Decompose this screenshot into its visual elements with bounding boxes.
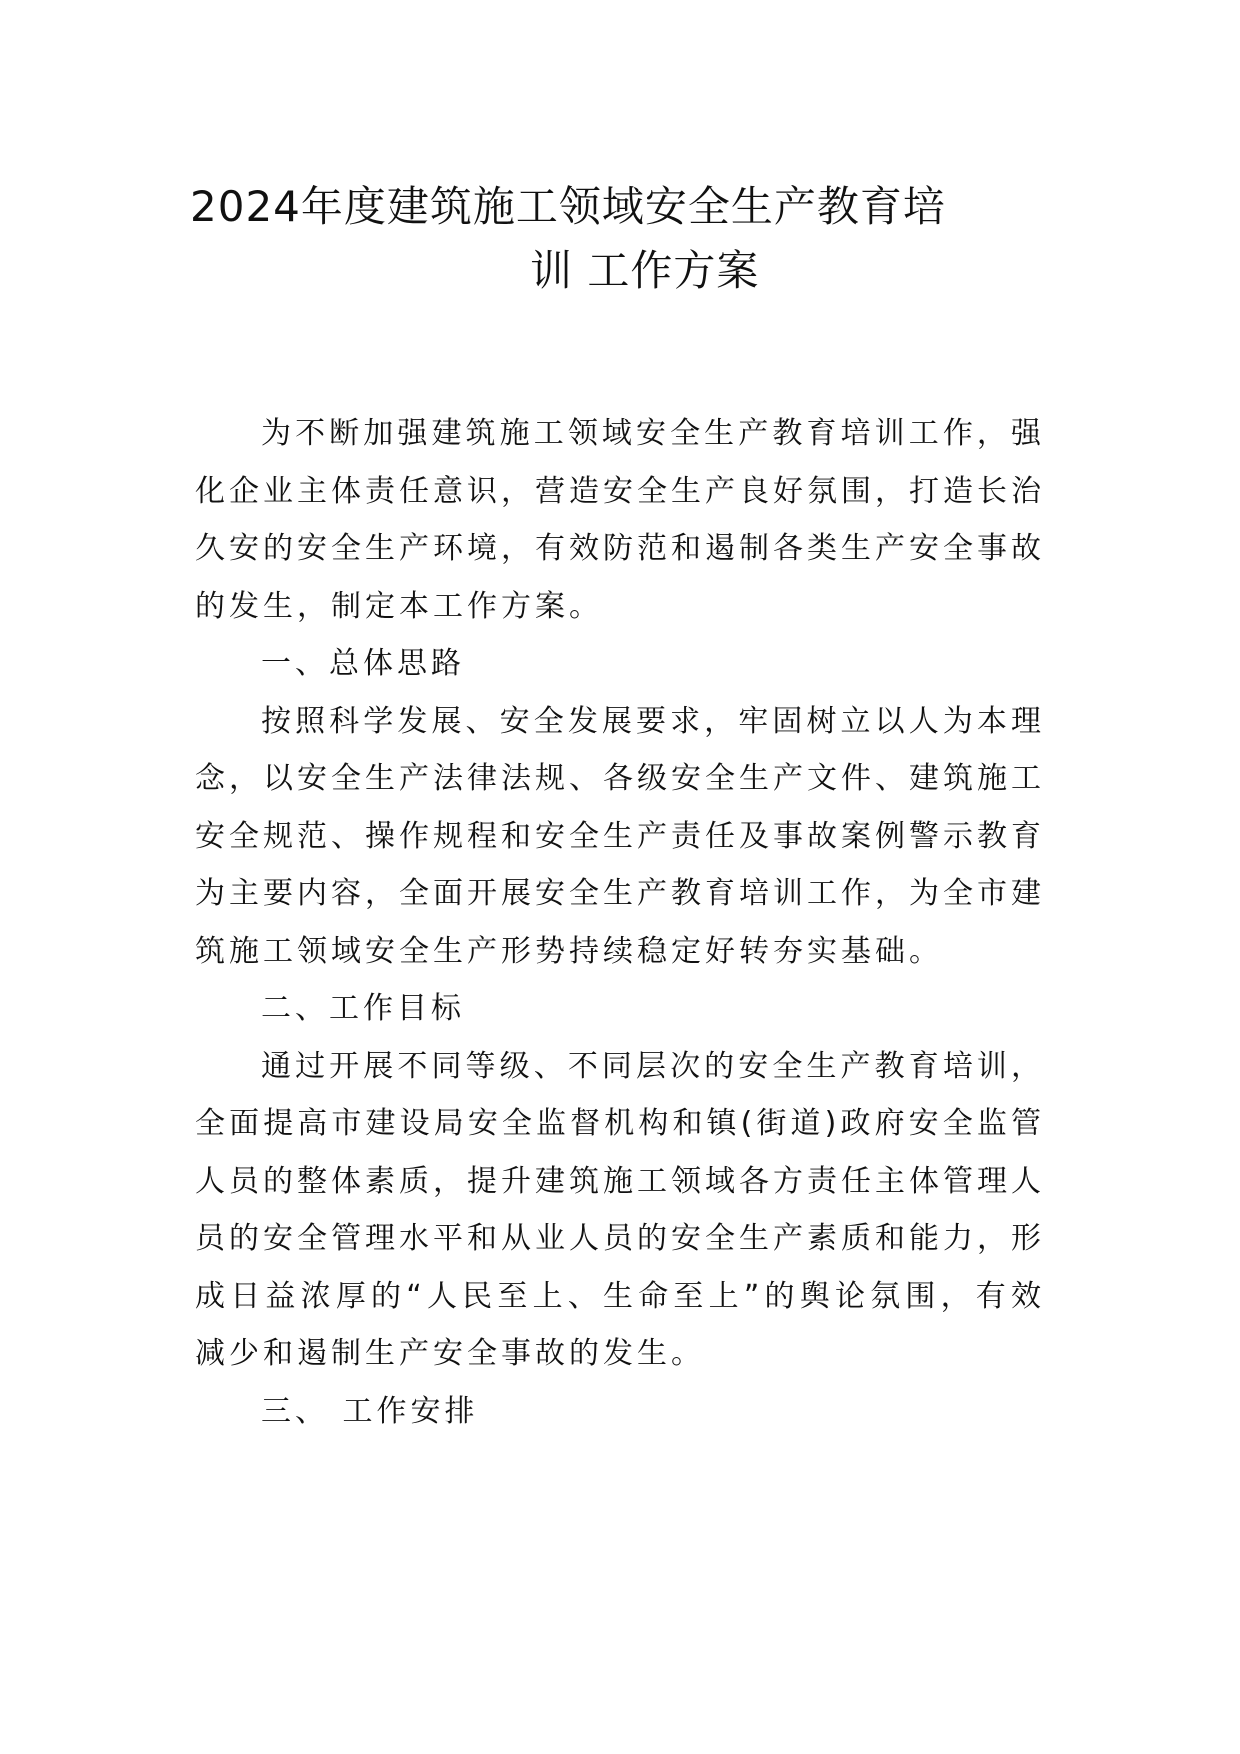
- section-2-paragraph: 通过开展不同等级、不同层次的安全生产教育培训，全面提高市建设局安全监督机构和镇(街道)政府安全监管人员的整体素质，提升建筑施工领域各方责任主体管理人员的安全管理水平和从业人员的安全生产素质和能力，形成日益浓厚的“人民至上、生命至上”的舆论氛围，有效减少和遏制生产安全事故的发生。: [195, 1048, 1045, 1371]
- section-1-paragraph: 按照科学发展、安全发展要求，牢固树立以人为本理念，以安全生产法律法规、各级安全生产文件、建筑施工安全规范、操作规程和安全生产责任及事故案例警示教育为主要内容，全面开展安全生产教育培训工作，为全市建筑施工领域安全生产形势持续稳定好转夯实基础。: [195, 703, 1045, 969]
- section-2-heading: 二、工作目标: [261, 991, 465, 1026]
- section-1-heading: 一、总体思路: [261, 646, 465, 681]
- title-line-1: 2024年度建筑施工领域安全生产教育培: [190, 182, 946, 231]
- section-3-heading: 三、 工作安排: [261, 1393, 479, 1429]
- title-line-2: 训 工作方案: [530, 246, 760, 295]
- intro-paragraph: 为不断加强建筑施工领域安全生产教育培训工作，强化企业主体责任意识，营造安全生产良好氛围，打造长治久安的安全生产环境，有效防范和遏制各类生产安全事故的发生，制定本工作方案。: [195, 416, 1045, 624]
- document-body: [195, 405, 1045, 1440]
- document-title: [190, 175, 1050, 303]
